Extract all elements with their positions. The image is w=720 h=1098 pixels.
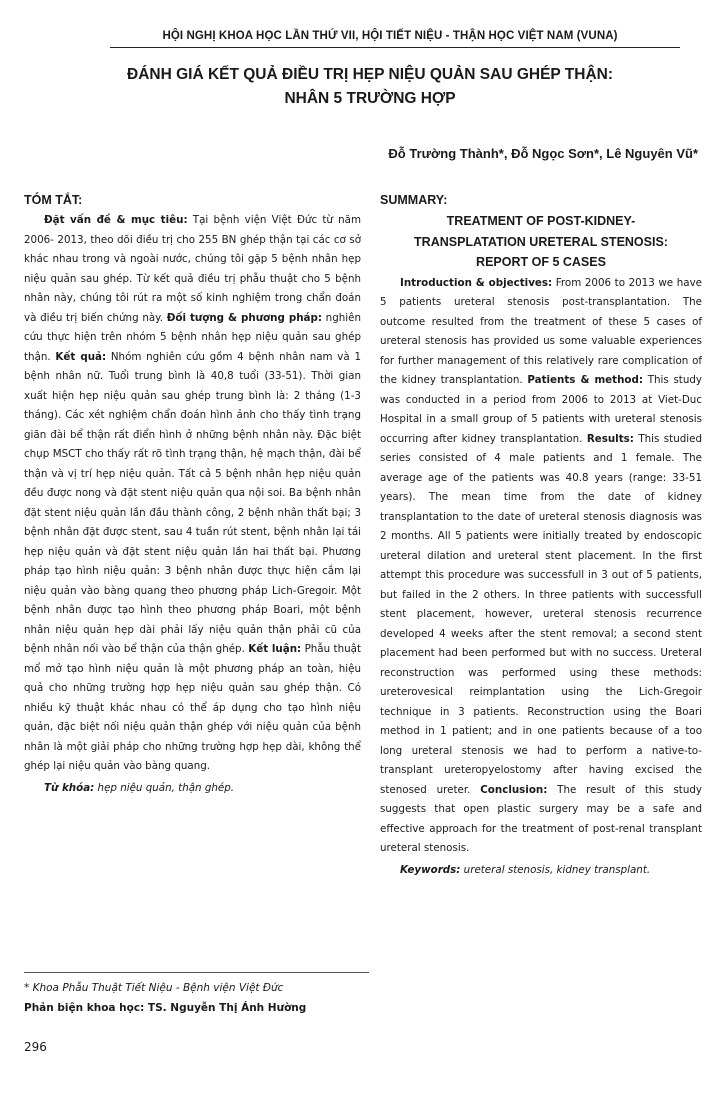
- title-line-1: ĐÁNH GIÁ KẾT QUẢ ĐIỀU TRỊ HẸP NIỆU QUẢN SAU GHÉP THẬN:: [127, 66, 613, 83]
- footnote-rule: [24, 972, 369, 973]
- result-label-en: Results:: [586, 432, 634, 445]
- footnote-affiliation: * Khoa Phẫu Thuật Tiết Niệu - Bệnh viện Việt Đức: [24, 982, 284, 994]
- abstract-heading-vi: TÓM TẮT:: [24, 193, 83, 207]
- conclusion-label-en: Conclusion:: [480, 783, 548, 796]
- header-rule: [110, 47, 680, 48]
- conclusion-label-vi: Kết luận:: [248, 643, 302, 655]
- method-text-vi: nghiên cứu thực hiện trên nhóm 5 bệnh nhân hẹp niệu quản sau ghép thận.: [24, 311, 361, 363]
- keywords-label-en: Keywords:: [400, 863, 461, 876]
- conclusion-text-en: The result of this study suggests that open plastic surgery may be a safe and effective approach for the treatment of post-renal transplant ureteral stenosis.: [380, 783, 703, 854]
- keywords-text-vi: hẹp niệu quản, thận ghép.: [94, 781, 235, 794]
- keywords-label-vi: Từ khóa:: [44, 781, 95, 794]
- title-line-2: NHÂN 5 TRƯỜNG HỢP: [284, 90, 456, 107]
- result-text-en: This studied series consisted of 4 male patients and 1 female. The average age of the patients was 40.8 years (range: 33-51 years). The mean time from the date of kidney transplantation to the date of ureteral stenosis diagnosis was 2 months. All 5 patients were initially treated by endoscopic ureteral dilation and ureteral stent placement. In the first attempt this procedure was successfull in 3 out of 5 patients, but failed in the 2 others. In three patients with successfull stent placement, however, ureteral stenosis recurrence developed 4 weeks after the stent removal; a second stent placement had been performed but with no success. Ureteral reconstruction was performed using these methods: ureterovesical reimplantation using the Lich-Gregoir technique in 3 patients. Reconstruction using the Boari method in 1 patient; and in one patients because of a too long ureteral stenosis we had to perform a native-to-transplant ureteropyelostomy after having excised the stenosed ureter.: [380, 432, 702, 796]
- footnote: [24, 978, 369, 1018]
- result-text-vi: Nhóm nghiên cứu gồm 4 bệnh nhân nam và 1 bệnh nhân nữ. Tuổi trung bình là 40,8 tuổi (33-51). Thời gian xuất hiện hẹp niệu quản sau ghép trung bình là: 2 tháng (1-3 tháng). Các xét nghiệm chẩn đoán hình ảnh cho thấy tình trạng giãn đài bể thận rất điển hình ở những bệnh nhân này. Đặc biệt chụp MSCT cho thấy rất rõ tình trạng thận, hệ mạch thận, đài bể thận và vị trí hẹp niệu quản. Tất cả 5 bệnh nhân hẹp niệu quản đều được nong và đặt stent niệu quản qua nội soi. Ba bệnh nhân đặt stent niệu quản lần đầu thành công, 2 bệnh nhân thất bại; 3 bệnh nhân đặt được stent, sau 4 tuần rút stent, bệnh nhân lại tái hẹp niệu quản và đặt stent niệu quản lần hai thất bại. Phương pháp tạo hình niệu quản: 3 bệnh nhân được thực hiện cắm lại niệu quản vào bàng quang theo phương pháp Lich-Gregoir. Một bệnh nhân được tạo hình theo phương pháp Boari, một bệnh nhân niệu quản hẹp dài phải lấy niệu quản thận phải cũ của bệnh nhân nối vào bể thận của thận ghép.: [24, 350, 361, 655]
- english-summary: [380, 190, 702, 880]
- method-text-en: This study was conducted in a period from 2006 to 2013 at Viet-Duc Hospital in a small group of 5 patients with ureteral stenosis occurring after kidney transplantation.: [380, 374, 702, 445]
- method-label-en: Patients & method:: [527, 374, 643, 386]
- summary-title-line-3: REPORT OF 5 CASES: [476, 255, 606, 269]
- summary-title: [380, 211, 702, 273]
- result-label-vi: Kết quả:: [55, 350, 107, 363]
- article-title: [90, 63, 650, 111]
- intro-text-vi: Tại bệnh viện Việt Đức từ năm 2006- 2013, theo dõi điều trị cho 255 BN ghép thận tại các cơ sở khác nhau trong và ngoài nước, chúng tôi gặp 5 bệnh nhân hẹp niệu quản sau ghép. Từ kết quả điều trị phẫu thuật cho 5 bệnh nhân này, chúng tôi rút ra một số kinh nghiệm trong chẩn đoán và điều trị biến chứng này.: [24, 214, 361, 324]
- method-label-vi: Đối tượng & phương pháp:: [166, 311, 322, 324]
- keywords-en: [380, 861, 702, 881]
- page-number: 296: [24, 1040, 47, 1054]
- summary-heading: SUMMARY:: [380, 193, 448, 207]
- running-header: HỘI NGHỊ KHOA HỌC LẦN THỨ VII, HỘI TIẾT NIỆU - THẬN HỌC VIỆT NAM (VUNA): [162, 30, 618, 42]
- abstract-body-vi: [24, 211, 361, 777]
- summary-title-line-1: TREATMENT OF POST-KIDNEY-: [446, 214, 636, 228]
- intro-label-vi: Đặt vấn đề & mục tiêu:: [44, 214, 188, 226]
- summary-title-line-2: TRANSPLATATION URETERAL STENOSIS:: [414, 234, 668, 249]
- intro-text-en: From 2006 to 2013 we have 5 patients ureteral stenosis post-transplantation. The outcome resulted from the treatment of these 5 cases of ureteral stenosis has provided us some valuable experiences for further management of this relatively rare complication of the kidney transplantation.: [380, 276, 702, 386]
- vietnamese-abstract: [24, 190, 361, 798]
- conclusion-text-vi: Phẫu thuật mổ mở tạo hình niệu quản là một phương pháp an toàn, hiệu quả cho những trường hợp hẹp niệu quản sau ghép thận. Có nhiều kỹ thuật khác nhau có thể áp dụng cho tạo hình niệu quản, đặc biệt nối niệu quản thận ghép với niệu quản của bệnh nhân là một giải pháp cho những trường hợp hẹp dài, không thể ghép lại niệu quản vào bàng quang.: [24, 643, 361, 772]
- keywords-text-en: ureteral stenosis, kidney transplant.: [460, 863, 651, 876]
- summary-body: [380, 274, 702, 859]
- intro-label-en: Introduction & objectives:: [400, 276, 553, 289]
- author-list: Đỗ Trường Thành*, Đỗ Ngọc Sơn*, Lê Nguyên Vũ*: [388, 146, 698, 161]
- keywords-vi: [24, 779, 361, 799]
- footnote-reviewer: Phản biện khoa học: TS. Nguyễn Thị Ánh Hường: [24, 1002, 307, 1014]
